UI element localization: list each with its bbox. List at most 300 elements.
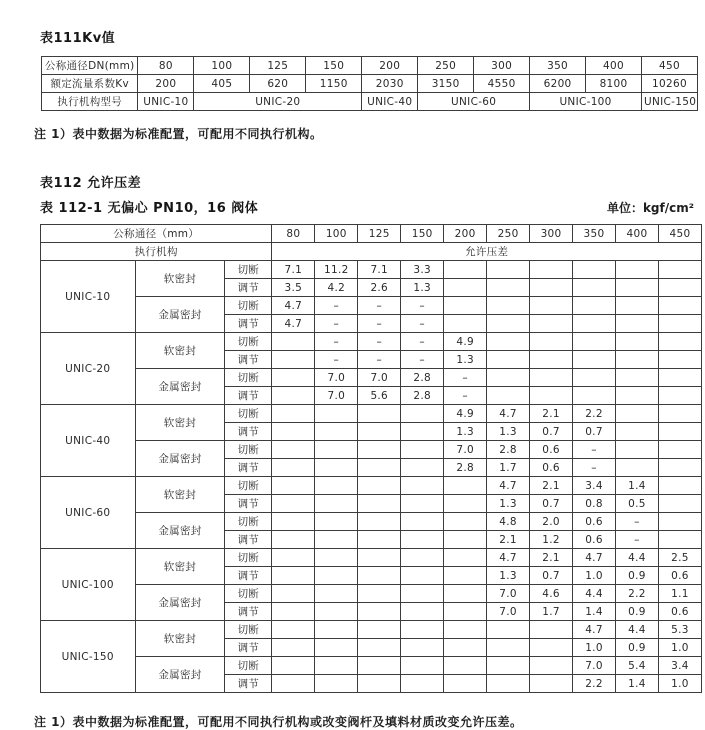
pressure-row bbox=[41, 477, 702, 495]
pressure-value-cell: 1.2 bbox=[530, 531, 573, 549]
pressure-value-cell bbox=[487, 279, 530, 297]
pressure-row bbox=[41, 369, 702, 387]
pressure-value-cell bbox=[272, 351, 315, 369]
pressure-value-cell bbox=[658, 369, 701, 387]
pressure-value-cell bbox=[272, 621, 315, 639]
pressure-value-cell: 1.3 bbox=[444, 423, 487, 441]
pressure-value-cell bbox=[615, 369, 658, 387]
pressure-value-cell bbox=[315, 405, 358, 423]
kv-value-cell: 8100 bbox=[586, 75, 642, 93]
pressure-value-cell bbox=[315, 513, 358, 531]
kv-actuator-cell: UNIC-20 bbox=[194, 93, 362, 111]
pressure-value-cell bbox=[444, 585, 487, 603]
pressure-value-cell: 0.7 bbox=[530, 423, 573, 441]
pressure-row bbox=[41, 441, 702, 459]
pressure-value-cell bbox=[573, 297, 616, 315]
actuator-model-cell: UNIC-150 bbox=[41, 621, 136, 693]
pressure-value-cell: 2.1 bbox=[530, 405, 573, 423]
pressure-value-cell: 0.7 bbox=[530, 567, 573, 585]
pressure-value-cell: 2.0 bbox=[530, 513, 573, 531]
pressure-value-cell bbox=[401, 495, 444, 513]
mode-cell: 切断 bbox=[225, 297, 272, 315]
kv-dn-cell: 450 bbox=[642, 57, 698, 75]
pressure-value-cell: 7.1 bbox=[358, 261, 401, 279]
mode-cell: 切断 bbox=[225, 405, 272, 423]
pressure-value-cell bbox=[530, 621, 573, 639]
pressure-value-cell: 1.4 bbox=[615, 477, 658, 495]
pressure-value-cell bbox=[615, 279, 658, 297]
pressure-value-cell: 4.8 bbox=[487, 513, 530, 531]
pressure-value-cell bbox=[615, 351, 658, 369]
pressure-value-cell bbox=[487, 333, 530, 351]
pressure-value-cell: 7.0 bbox=[315, 369, 358, 387]
pressure-value-cell: 1.0 bbox=[573, 567, 616, 585]
pressure-value-cell: 0.6 bbox=[530, 459, 573, 477]
mode-cell: 切断 bbox=[225, 657, 272, 675]
seal-type-cell: 软密封 bbox=[135, 333, 225, 369]
pressure-value-cell: 2.2 bbox=[573, 405, 616, 423]
pressure-value-cell bbox=[358, 585, 401, 603]
pressure-value-cell: 1.3 bbox=[487, 567, 530, 585]
pressure-value-cell bbox=[444, 297, 487, 315]
pressure-value-cell bbox=[530, 657, 573, 675]
table112-title: 表112 允许压差 bbox=[40, 176, 142, 191]
kv-dn-cell: 100 bbox=[194, 57, 250, 75]
pressure-value-cell: – bbox=[358, 315, 401, 333]
pressure-value-cell: 4.7 bbox=[487, 549, 530, 567]
pressure-value-cell bbox=[658, 351, 701, 369]
pressure-value-cell: 2.2 bbox=[573, 675, 616, 693]
pressure-value-cell bbox=[530, 387, 573, 405]
pressure-value-cell bbox=[272, 333, 315, 351]
pressure-value-cell bbox=[401, 567, 444, 585]
pressure-value-cell bbox=[444, 513, 487, 531]
pressure-value-cell: 2.8 bbox=[401, 369, 444, 387]
mode-cell: 调节 bbox=[225, 675, 272, 693]
pressure-value-cell: 0.6 bbox=[530, 441, 573, 459]
pressure-value-cell bbox=[658, 297, 701, 315]
kv-dn-cell: 150 bbox=[306, 57, 362, 75]
pressure-value-cell bbox=[401, 657, 444, 675]
pressure-value-cell: 0.6 bbox=[573, 513, 616, 531]
pressure-table bbox=[40, 224, 702, 693]
pressure-value-cell: – bbox=[401, 333, 444, 351]
pressure-value-cell: 0.8 bbox=[573, 495, 616, 513]
pressure-value-cell: 0.6 bbox=[658, 603, 701, 621]
pressure-value-cell bbox=[615, 423, 658, 441]
pressure-value-cell bbox=[487, 369, 530, 387]
pressure-value-cell bbox=[615, 459, 658, 477]
pressure-value-cell bbox=[444, 567, 487, 585]
pressure-value-cell: 4.2 bbox=[315, 279, 358, 297]
actuator-model-cell: UNIC-40 bbox=[41, 405, 136, 477]
pressure-value-cell: 1.4 bbox=[615, 675, 658, 693]
pressure-value-cell: 7.0 bbox=[315, 387, 358, 405]
pressure-value-cell bbox=[401, 531, 444, 549]
pressure-value-cell: 1.7 bbox=[530, 603, 573, 621]
pressure-value-cell bbox=[530, 279, 573, 297]
pressure-value-cell bbox=[444, 621, 487, 639]
pressure-value-cell: 7.0 bbox=[487, 585, 530, 603]
pressure-value-cell bbox=[444, 639, 487, 657]
pressure-value-cell: – bbox=[315, 333, 358, 351]
pressure-value-cell bbox=[615, 387, 658, 405]
pressure-value-cell: 7.0 bbox=[358, 369, 401, 387]
pressure-value-cell bbox=[358, 423, 401, 441]
pressure-value-cell bbox=[658, 387, 701, 405]
seal-type-cell: 金属密封 bbox=[135, 297, 225, 333]
pressure-value-cell: 1.4 bbox=[573, 603, 616, 621]
kv-dn-row bbox=[42, 57, 698, 75]
pressure-value-cell bbox=[444, 315, 487, 333]
pressure-value-cell bbox=[272, 441, 315, 459]
pressure-value-cell: 4.7 bbox=[272, 297, 315, 315]
pressure-value-cell bbox=[487, 261, 530, 279]
pressure-value-cell bbox=[315, 441, 358, 459]
mode-cell: 调节 bbox=[225, 531, 272, 549]
pressure-actuator-header: 执行机构 bbox=[41, 243, 272, 261]
pressure-value-cell bbox=[272, 585, 315, 603]
pressure-value-cell: 2.5 bbox=[658, 549, 701, 567]
pressure-value-cell bbox=[487, 387, 530, 405]
table111-note: 注 1）表中数据为标准配置，可配用不同执行机构。 bbox=[34, 127, 323, 141]
pressure-value-cell bbox=[658, 279, 701, 297]
pressure-value-cell: 1.3 bbox=[401, 279, 444, 297]
actuator-model-cell: UNIC-20 bbox=[41, 333, 136, 405]
pressure-value-cell bbox=[401, 621, 444, 639]
kv-actuator-cell: UNIC-10 bbox=[138, 93, 194, 111]
pressure-value-cell: 4.7 bbox=[573, 621, 616, 639]
pressure-value-cell: 4.6 bbox=[530, 585, 573, 603]
pressure-value-cell bbox=[530, 315, 573, 333]
pressure-value-cell bbox=[487, 639, 530, 657]
pressure-dn-cell: 350 bbox=[573, 225, 616, 243]
pressure-value-cell: 0.6 bbox=[573, 531, 616, 549]
actuator-model-cell: UNIC-60 bbox=[41, 477, 136, 549]
pressure-value-cell bbox=[315, 423, 358, 441]
pressure-value-cell bbox=[530, 261, 573, 279]
pressure-dn-cell: 450 bbox=[658, 225, 701, 243]
table111-title: 表111Kv值 bbox=[40, 31, 116, 46]
pressure-value-cell: 0.9 bbox=[615, 639, 658, 657]
pressure-value-cell bbox=[272, 567, 315, 585]
pressure-value-cell: 2.8 bbox=[401, 387, 444, 405]
pressure-value-cell: 3.3 bbox=[401, 261, 444, 279]
pressure-dn-cell: 300 bbox=[530, 225, 573, 243]
pressure-value-cell bbox=[315, 495, 358, 513]
kv-table-body bbox=[42, 57, 698, 111]
pressure-value-cell bbox=[444, 549, 487, 567]
pressure-value-cell bbox=[358, 603, 401, 621]
pressure-dp-header: 允许压差 bbox=[272, 243, 702, 261]
kv-value-cell: 405 bbox=[194, 75, 250, 93]
pressure-value-cell: 2.1 bbox=[530, 549, 573, 567]
pressure-value-cell: 0.9 bbox=[615, 567, 658, 585]
kv-dn-cell: 125 bbox=[250, 57, 306, 75]
pressure-value-cell: 4.4 bbox=[615, 549, 658, 567]
pressure-value-cell bbox=[573, 279, 616, 297]
mode-cell: 切断 bbox=[225, 549, 272, 567]
pressure-dn-header: 公称通径（mm） bbox=[41, 225, 272, 243]
pressure-value-cell: 4.4 bbox=[573, 585, 616, 603]
pressure-value-cell bbox=[315, 585, 358, 603]
pressure-value-cell: – bbox=[401, 351, 444, 369]
pressure-value-cell: 0.6 bbox=[658, 567, 701, 585]
pressure-value-cell: – bbox=[315, 297, 358, 315]
pressure-value-cell: 5.4 bbox=[615, 657, 658, 675]
kv-dn-cell: 80 bbox=[138, 57, 194, 75]
pressure-table-body bbox=[41, 261, 702, 693]
kv-table bbox=[41, 56, 698, 111]
kv-dn-row-label: 公称通径DN(mm) bbox=[42, 57, 138, 75]
pressure-row bbox=[41, 621, 702, 639]
pressure-value-cell: – bbox=[444, 369, 487, 387]
pressure-dn-cell: 200 bbox=[444, 225, 487, 243]
kv-dn-cell: 400 bbox=[586, 57, 642, 75]
pressure-value-cell bbox=[615, 333, 658, 351]
pressure-value-cell bbox=[401, 459, 444, 477]
kv-dn-cell: 300 bbox=[474, 57, 530, 75]
pressure-value-cell: – bbox=[444, 387, 487, 405]
pressure-value-cell bbox=[658, 333, 701, 351]
pressure-value-cell: – bbox=[615, 531, 658, 549]
pressure-value-cell: – bbox=[358, 297, 401, 315]
pressure-value-cell: 2.2 bbox=[615, 585, 658, 603]
pressure-value-cell bbox=[658, 477, 701, 495]
pressure-value-cell bbox=[444, 657, 487, 675]
pressure-value-cell bbox=[530, 351, 573, 369]
pressure-value-cell: 2.6 bbox=[358, 279, 401, 297]
mode-cell: 调节 bbox=[225, 639, 272, 657]
pressure-value-cell bbox=[401, 585, 444, 603]
kv-value-cell: 10260 bbox=[642, 75, 698, 93]
pressure-value-cell bbox=[530, 297, 573, 315]
seal-type-cell: 软密封 bbox=[135, 549, 225, 585]
pressure-value-cell bbox=[401, 441, 444, 459]
pressure-value-cell bbox=[272, 639, 315, 657]
pressure-value-cell bbox=[444, 531, 487, 549]
mode-cell: 调节 bbox=[225, 603, 272, 621]
pressure-dn-cell: 125 bbox=[358, 225, 401, 243]
pressure-value-cell: 11.2 bbox=[315, 261, 358, 279]
pressure-row bbox=[41, 261, 702, 279]
mode-cell: 调节 bbox=[225, 423, 272, 441]
pressure-value-cell: 2.8 bbox=[444, 459, 487, 477]
pressure-value-cell: – bbox=[615, 513, 658, 531]
pressure-value-cell bbox=[487, 621, 530, 639]
pressure-value-cell bbox=[358, 675, 401, 693]
kv-dn-cell: 200 bbox=[362, 57, 418, 75]
kv-actuator-row-label: 执行机构型号 bbox=[42, 93, 138, 111]
pressure-value-cell bbox=[530, 675, 573, 693]
pressure-value-cell bbox=[358, 657, 401, 675]
seal-type-cell: 软密封 bbox=[135, 621, 225, 657]
pressure-dn-cell: 400 bbox=[615, 225, 658, 243]
unit-label: 单位：kgf/cm² bbox=[606, 201, 694, 215]
mode-cell: 调节 bbox=[225, 315, 272, 333]
pressure-value-cell bbox=[315, 549, 358, 567]
pressure-value-cell: 4.7 bbox=[487, 477, 530, 495]
pressure-value-cell bbox=[573, 261, 616, 279]
pressure-dn-cell: 150 bbox=[401, 225, 444, 243]
pressure-value-cell bbox=[272, 531, 315, 549]
pressure-value-cell bbox=[530, 639, 573, 657]
pressure-dn-cell: 250 bbox=[487, 225, 530, 243]
pressure-value-cell bbox=[615, 297, 658, 315]
pressure-table-head bbox=[41, 225, 702, 261]
pressure-value-cell bbox=[315, 603, 358, 621]
kv-value-cell: 2030 bbox=[362, 75, 418, 93]
kv-actuator-cell: UNIC-150 bbox=[642, 93, 698, 111]
pressure-row bbox=[41, 405, 702, 423]
pressure-value-cell bbox=[487, 297, 530, 315]
pressure-value-cell: – bbox=[401, 297, 444, 315]
pressure-value-cell bbox=[487, 315, 530, 333]
pressure-value-cell bbox=[530, 333, 573, 351]
kv-values-row-label: 额定流量系数Kv bbox=[42, 75, 138, 93]
pressure-value-cell bbox=[358, 441, 401, 459]
pressure-value-cell bbox=[573, 351, 616, 369]
actuator-model-cell: UNIC-10 bbox=[41, 261, 136, 333]
pressure-value-cell: 1.0 bbox=[658, 675, 701, 693]
mode-cell: 调节 bbox=[225, 495, 272, 513]
pressure-value-cell: – bbox=[573, 459, 616, 477]
kv-value-cell: 6200 bbox=[530, 75, 586, 93]
pressure-value-cell bbox=[658, 513, 701, 531]
pressure-value-cell: 7.0 bbox=[573, 657, 616, 675]
pressure-value-cell: 2.1 bbox=[487, 531, 530, 549]
pressure-value-cell bbox=[573, 315, 616, 333]
pressure-value-cell: 5.3 bbox=[658, 621, 701, 639]
mode-cell: 调节 bbox=[225, 387, 272, 405]
pressure-value-cell: – bbox=[573, 441, 616, 459]
pressure-value-cell bbox=[658, 459, 701, 477]
pressure-value-cell: 4.9 bbox=[444, 405, 487, 423]
pressure-value-cell bbox=[658, 441, 701, 459]
pressure-value-cell bbox=[358, 621, 401, 639]
pressure-value-cell bbox=[658, 405, 701, 423]
pressure-row bbox=[41, 657, 702, 675]
pressure-value-cell: – bbox=[315, 315, 358, 333]
pressure-value-cell bbox=[444, 495, 487, 513]
pressure-value-cell: 3.4 bbox=[658, 657, 701, 675]
mode-cell: 切断 bbox=[225, 369, 272, 387]
pressure-value-cell: 1.3 bbox=[487, 423, 530, 441]
pressure-row bbox=[41, 297, 702, 315]
pressure-value-cell bbox=[444, 279, 487, 297]
seal-type-cell: 金属密封 bbox=[135, 369, 225, 405]
pressure-value-cell bbox=[272, 495, 315, 513]
kv-actuator-cell: UNIC-100 bbox=[530, 93, 642, 111]
pressure-dn-cell: 80 bbox=[272, 225, 315, 243]
pressure-value-cell: 1.0 bbox=[658, 639, 701, 657]
kv-values-row bbox=[42, 75, 698, 93]
pressure-value-cell bbox=[401, 477, 444, 495]
pressure-value-cell bbox=[444, 261, 487, 279]
pressure-value-cell bbox=[272, 477, 315, 495]
pressure-value-cell: 0.7 bbox=[573, 423, 616, 441]
pressure-value-cell bbox=[358, 531, 401, 549]
pressure-value-cell bbox=[401, 603, 444, 621]
pressure-value-cell bbox=[658, 531, 701, 549]
pressure-value-cell: 3.4 bbox=[573, 477, 616, 495]
pressure-value-cell bbox=[444, 675, 487, 693]
pressure-value-cell bbox=[358, 549, 401, 567]
pressure-value-cell: 1.1 bbox=[658, 585, 701, 603]
pressure-value-cell bbox=[401, 405, 444, 423]
pressure-value-cell: 4.7 bbox=[487, 405, 530, 423]
mode-cell: 调节 bbox=[225, 459, 272, 477]
pressure-value-cell: 4.7 bbox=[272, 315, 315, 333]
pressure-value-cell bbox=[615, 405, 658, 423]
mode-cell: 切断 bbox=[225, 513, 272, 531]
pressure-value-cell bbox=[615, 261, 658, 279]
mode-cell: 调节 bbox=[225, 279, 272, 297]
pressure-value-cell: 1.7 bbox=[487, 459, 530, 477]
pressure-value-cell: 3.5 bbox=[272, 279, 315, 297]
pressure-row bbox=[41, 549, 702, 567]
kv-actuator-row bbox=[42, 93, 698, 111]
pressure-value-cell bbox=[658, 495, 701, 513]
mode-cell: 切断 bbox=[225, 585, 272, 603]
pressure-value-cell bbox=[358, 639, 401, 657]
pressure-value-cell bbox=[315, 459, 358, 477]
pressure-value-cell bbox=[272, 513, 315, 531]
pressure-value-cell bbox=[358, 459, 401, 477]
kv-dn-cell: 250 bbox=[418, 57, 474, 75]
pressure-value-cell bbox=[315, 657, 358, 675]
pressure-value-cell: 0.5 bbox=[615, 495, 658, 513]
pressure-value-cell bbox=[315, 477, 358, 495]
pressure-dn-cell: 100 bbox=[315, 225, 358, 243]
pressure-value-cell bbox=[615, 315, 658, 333]
actuator-model-cell: UNIC-100 bbox=[41, 549, 136, 621]
pressure-value-cell: 7.0 bbox=[487, 603, 530, 621]
mode-cell: 切断 bbox=[225, 477, 272, 495]
pressure-value-cell bbox=[315, 639, 358, 657]
pressure-subheader-row bbox=[41, 243, 702, 261]
pressure-value-cell: 0.9 bbox=[615, 603, 658, 621]
pressure-value-cell bbox=[272, 369, 315, 387]
pressure-value-cell bbox=[487, 675, 530, 693]
pressure-value-cell bbox=[272, 675, 315, 693]
kv-value-cell: 3150 bbox=[418, 75, 474, 93]
pressure-value-cell bbox=[401, 639, 444, 657]
pressure-value-cell: 5.6 bbox=[358, 387, 401, 405]
pressure-value-cell bbox=[658, 261, 701, 279]
mode-cell: 切断 bbox=[225, 261, 272, 279]
table112-subtitle-row bbox=[40, 197, 698, 216]
pressure-value-cell: 2.1 bbox=[530, 477, 573, 495]
seal-type-cell: 软密封 bbox=[135, 261, 225, 297]
pressure-value-cell: – bbox=[401, 315, 444, 333]
kv-dn-cell: 350 bbox=[530, 57, 586, 75]
seal-type-cell: 软密封 bbox=[135, 477, 225, 513]
seal-type-cell: 金属密封 bbox=[135, 513, 225, 549]
pressure-value-cell bbox=[573, 369, 616, 387]
pressure-value-cell bbox=[315, 531, 358, 549]
pressure-value-cell bbox=[315, 621, 358, 639]
pressure-value-cell bbox=[272, 459, 315, 477]
pressure-row bbox=[41, 585, 702, 603]
pressure-value-cell bbox=[401, 675, 444, 693]
kv-actuator-cell: UNIC-60 bbox=[418, 93, 530, 111]
pressure-value-cell: 4.9 bbox=[444, 333, 487, 351]
kv-actuator-cell: UNIC-40 bbox=[362, 93, 418, 111]
pressure-value-cell bbox=[358, 513, 401, 531]
pressure-value-cell bbox=[358, 567, 401, 585]
pressure-value-cell bbox=[272, 405, 315, 423]
